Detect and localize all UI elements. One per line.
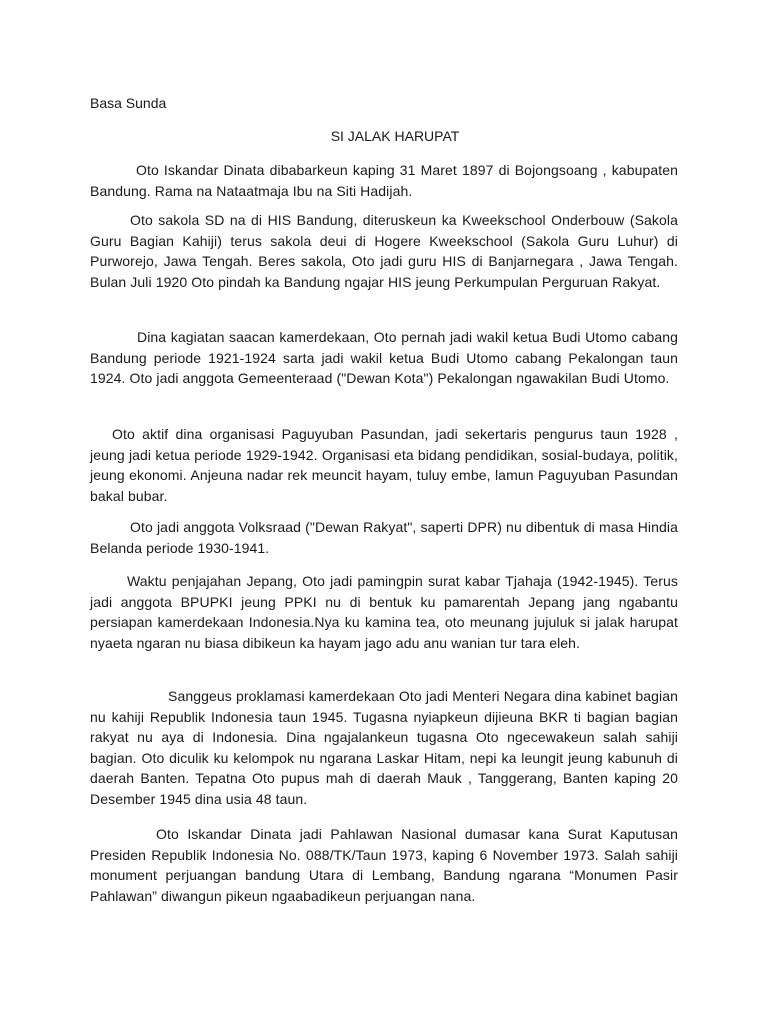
document-title: SI JALAK HARUPAT xyxy=(330,128,460,144)
paragraph-independence: Sanggeus proklamasi kamerdekaan Oto jadi Menteri Negara dina kabinet bagian nu kahiji Republik Indonesia taun 1945. Tugasna nyiapkeun dijieuna BKR ti bagian bagian rakyat nu aya di Indonesia. Dina ngajalankeun tugasna Oto ngecewakeun salah sahiji bagian. Oto diculik ku kelompok nu ngarana Laskar Hitam, nepi ka leungit jeung kabunuh di daerah Banten. Tepatna Oto pupus mah di daerah Mauk , Tanggerang, Banten kaping 20 Desember 1945 dina usia 48 taun. xyxy=(90,688,678,807)
paragraph-budi-utomo: Dina kagiatan saacan kamerdekaan, Oto pernah jadi wakil ketua Budi Utomo cabang Bandung periode 1921-1924 sarta jadi wakil ketua Budi Utomo cabang Pekalongan taun 1924. Oto jadi anggota Gemeenteraad ("Dewan Kota") Pekalongan ngawakilan Budi Utomo. xyxy=(90,329,678,386)
paragraph-japanese-occupation: Waktu penjajahan Jepang, Oto jadi pamingpin surat kabar Tjahaja (1942-1945). Terus jadi anggota BPUPKI jeung PPKI nu di bentuk ku pamarentah Jepang jang ngabantu persiapan kamerdekaan Indonesia.Nya ku kamina tea, oto meunang jujuluk si jalak harupat nyaeta ngaran nu biasa dibikeun ka hayam jago adu anu wanian tur tara eleh. xyxy=(90,573,678,651)
paragraph-volksraad: Oto jadi anggota Volksraad ("Dewan Rakyat", saperti DPR) nu dibentuk di masa Hindia Belanda periode 1930-1941. xyxy=(90,519,678,556)
paragraph-birth: Oto Iskandar Dinata dibabarkeun kaping 31 Maret 1897 di Bojongsoang , kabupaten Bandung. Rama na Nataatmaja Ibu na Siti Hadijah. xyxy=(90,162,678,199)
paragraph-education: Oto sakola SD na di HIS Bandung, diteruskeun ka Kweekschool Onderbouw (Sakola Guru Bagian Kahiji) terus sakola deui di Hogere Kweekschool (Sakola Guru Luhur) di Purworejo, Jawa Tengah. Beres sakola, Oto jadi guru HIS di Banjarnegara , Jawa Tengah. Bulan Juli 1920 Oto pindah ka Bandung ngajar HIS jeung Perkumpulan Perguruan Rakyat. xyxy=(90,212,678,290)
subject-label: Basa Sunda xyxy=(90,95,167,111)
paragraph-paguyuban-pasundan: Oto aktif dina organisasi Paguyuban Pasundan, jadi sekertaris pengurus taun 1928 , jeung jadi ketua periode 1929-1942. Organisasi eta bidang pendidikan, sosial-budaya, politik, jeung ekonomi. Anjeuna nadar rek meuncit hayam, tuluy embe, lamun Paguyuban Pasundan bakal bubar. xyxy=(90,426,678,504)
paragraph-national-hero: Oto Iskandar Dinata jadi Pahlawan Nasional dumasar kana Surat Kaputusan Presiden Republik Indonesia No. 088/TK/Taun 1973, kaping 6 November 1973. Salah sahiji monument perjuangan bandung Utara di Lembang, Bandung ngarana “Monumen Pasir Pahlawan” diwangun pikeun ngaabadikeun perjuangan nana. xyxy=(90,826,678,904)
